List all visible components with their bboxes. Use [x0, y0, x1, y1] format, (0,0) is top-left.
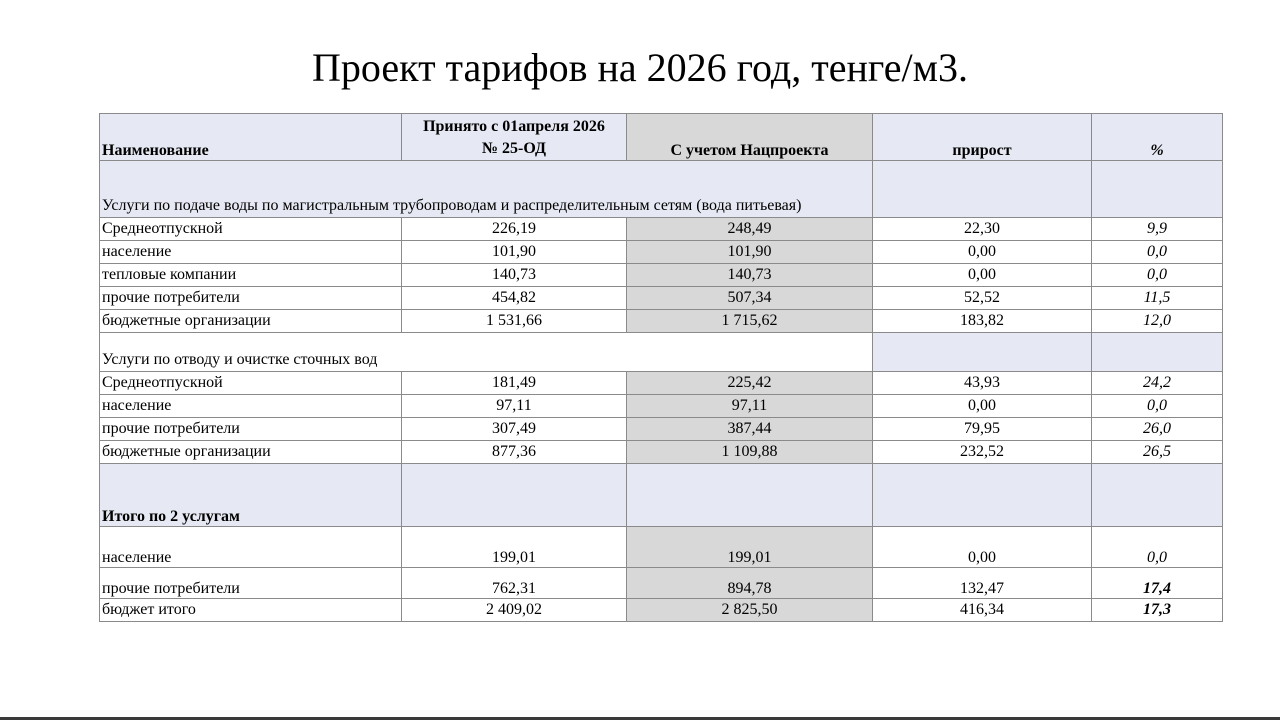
row-new: 101,90 [627, 241, 873, 264]
row-new: 97,11 [627, 395, 873, 418]
row-name: население [100, 527, 402, 568]
row-increase: 0,00 [873, 527, 1092, 568]
section-empty-cell [873, 161, 1092, 218]
page-title: Проект тарифов на 2026 год, тенге/м3. [312, 45, 968, 90]
row-increase: 0,00 [873, 264, 1092, 287]
table-row [100, 310, 1223, 333]
total-label: Итого по 2 услугам [100, 464, 402, 527]
row-name: Среднеотпускной [100, 372, 402, 395]
table-row [100, 441, 1223, 464]
row-increase: 183,82 [873, 310, 1092, 333]
row-percent: 17,4 [1092, 568, 1223, 599]
row-name: прочие потребители [100, 287, 402, 310]
total-empty-cell [402, 464, 627, 527]
total-empty-cell [1092, 464, 1223, 527]
row-name: прочие потребители [100, 418, 402, 441]
table-row [100, 287, 1223, 310]
row-name: прочие потребители [100, 568, 402, 599]
row-new: 507,34 [627, 287, 873, 310]
row-old: 101,90 [402, 241, 627, 264]
table-header-row [100, 114, 1223, 161]
row-new: 894,78 [627, 568, 873, 599]
row-percent: 12,0 [1092, 310, 1223, 333]
row-percent: 0,0 [1092, 527, 1223, 568]
header-percent: % [1092, 114, 1223, 161]
row-percent: 24,2 [1092, 372, 1223, 395]
row-name: Среднеотпускной [100, 218, 402, 241]
row-old: 762,31 [402, 568, 627, 599]
row-increase: 416,34 [873, 599, 1092, 622]
table-row [100, 241, 1223, 264]
row-new: 1 715,62 [627, 310, 873, 333]
row-old: 877,36 [402, 441, 627, 464]
row-new: 2 825,50 [627, 599, 873, 622]
row-old: 1 531,66 [402, 310, 627, 333]
header-new-tariff: С учетом Нацпроекта [627, 114, 873, 161]
total-empty-cell [627, 464, 873, 527]
tariff-table [99, 113, 1223, 622]
section-label: Услуги по отводу и очистке сточных вод [100, 333, 873, 372]
section-row-water-supply [100, 161, 1223, 218]
row-name: население [100, 241, 402, 264]
row-increase: 132,47 [873, 568, 1092, 599]
table-row [100, 264, 1223, 287]
table-row [100, 418, 1223, 441]
header-old-line1: Принято с 01апреля 2026 [423, 118, 605, 135]
section-label: Услуги по подаче воды по магистральным трубопроводам и распределительным сетям (вода питьевая) [100, 161, 873, 218]
row-old: 140,73 [402, 264, 627, 287]
row-new: 140,73 [627, 264, 873, 287]
row-old: 454,82 [402, 287, 627, 310]
row-name: бюджетные организации [100, 441, 402, 464]
section-empty-cell [1092, 161, 1223, 218]
table-row [100, 372, 1223, 395]
row-new: 248,49 [627, 218, 873, 241]
total-empty-cell [873, 464, 1092, 527]
row-percent: 17,3 [1092, 599, 1223, 622]
row-percent: 26,0 [1092, 418, 1223, 441]
section-empty-cell [873, 333, 1092, 372]
table-row [100, 599, 1223, 622]
total-section-row [100, 464, 1223, 527]
row-old: 226,19 [402, 218, 627, 241]
row-new: 225,42 [627, 372, 873, 395]
row-new: 199,01 [627, 527, 873, 568]
row-percent: 9,9 [1092, 218, 1223, 241]
section-row-wastewater [100, 333, 1223, 372]
row-old: 199,01 [402, 527, 627, 568]
table-row [100, 527, 1223, 568]
row-old: 97,11 [402, 395, 627, 418]
row-old: 2 409,02 [402, 599, 627, 622]
row-old: 181,49 [402, 372, 627, 395]
row-new: 387,44 [627, 418, 873, 441]
row-percent: 26,5 [1092, 441, 1223, 464]
header-old-tariff [402, 114, 627, 161]
table-row [100, 218, 1223, 241]
row-percent: 11,5 [1092, 287, 1223, 310]
row-name: население [100, 395, 402, 418]
row-old: 307,49 [402, 418, 627, 441]
row-percent: 0,0 [1092, 264, 1223, 287]
row-increase: 43,93 [873, 372, 1092, 395]
row-increase: 22,30 [873, 218, 1092, 241]
row-percent: 0,0 [1092, 241, 1223, 264]
header-old-line2: № 25-ОД [481, 140, 547, 157]
row-increase: 0,00 [873, 241, 1092, 264]
row-name: бюджетные организации [100, 310, 402, 333]
row-increase: 79,95 [873, 418, 1092, 441]
row-name: бюджет итого [100, 599, 402, 622]
table-row [100, 568, 1223, 599]
header-name: Наименование [100, 114, 402, 161]
table-row [100, 395, 1223, 418]
row-percent: 0,0 [1092, 395, 1223, 418]
row-new: 1 109,88 [627, 441, 873, 464]
row-increase: 0,00 [873, 395, 1092, 418]
section-empty-cell [1092, 333, 1223, 372]
header-increase: прирост [873, 114, 1092, 161]
row-increase: 52,52 [873, 287, 1092, 310]
row-increase: 232,52 [873, 441, 1092, 464]
row-name: тепловые компании [100, 264, 402, 287]
